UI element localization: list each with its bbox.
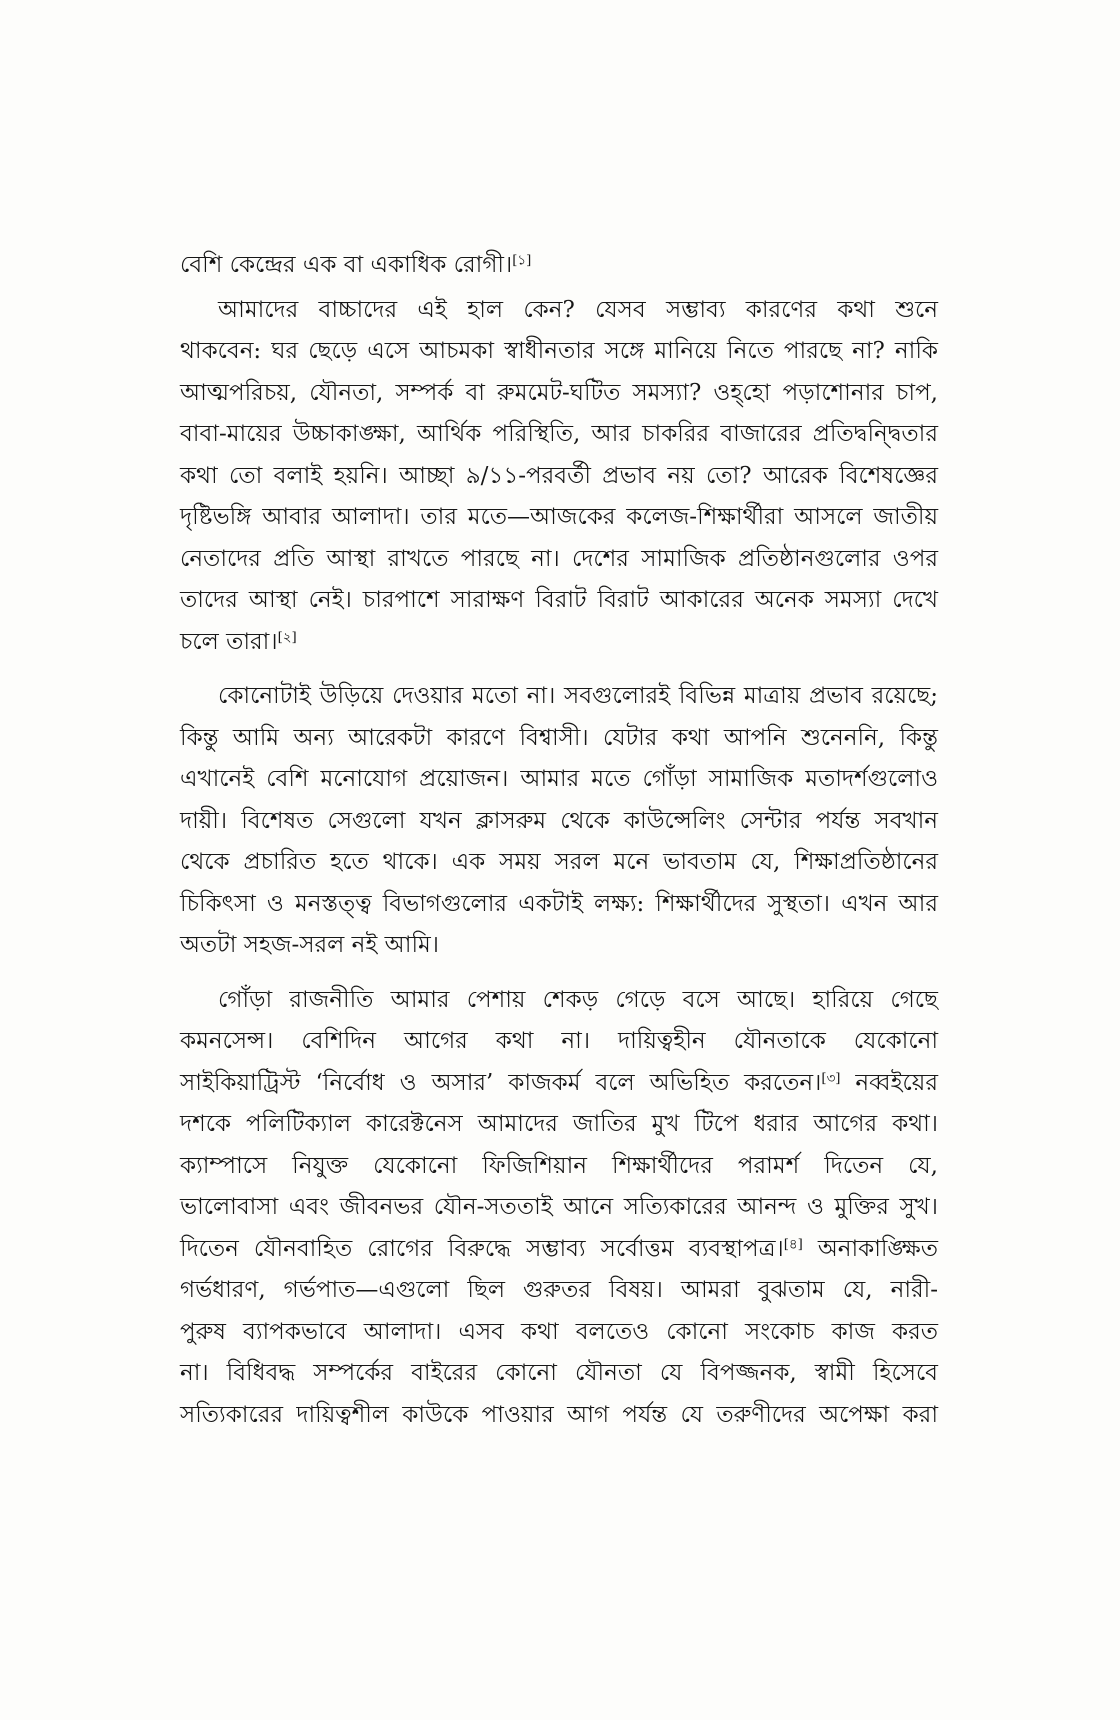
text-line: [180, 290, 938, 332]
line-text: অতটা সহজ-সরল নই আমি।: [180, 932, 440, 958]
line-text: অনাকাঙ্ক্ষিত: [802, 1235, 938, 1262]
text-line: [180, 1021, 938, 1063]
text-line: [180, 1229, 938, 1271]
text-line: [180, 1104, 938, 1146]
text-line: [180, 759, 938, 801]
footnote-marker: [১]: [512, 253, 532, 269]
text-line: [180, 1187, 938, 1229]
text-line: [180, 580, 938, 622]
text-line: [180, 539, 938, 581]
line-text: থাকবেন: ঘর ছেড়ে এসে আচমকা স্বাধীনতার সঙ্গে মানিয়ে নিতে পারছে না? নাকি: [180, 338, 938, 364]
line-text: সত্যিকারের দায়িত্বশীল কাউকে পাওয়ার আগ পর্যন্ত যে তরুণীদের অপেক্ষা করা: [180, 1401, 938, 1428]
line-text: নেতাদের প্রতি আস্থা রাখতে পারছে না। দেশের সামাজিক প্রতিষ্ঠানগুলোর ওপর: [180, 545, 939, 572]
paragraph: [180, 290, 938, 664]
line-text: পুরুষ ব্যাপকভাবে আলাদা। এসব কথা বলতেও কোনো সংকোচ কাজ করত: [180, 1318, 938, 1345]
line-text: আমাদের বাচ্চাদের এই হাল কেন? যেসব সম্ভাব্য কারণের কথা শুনে: [218, 296, 938, 323]
text-line: [180, 1270, 938, 1312]
line-text: চিকিৎসা ও মনস্তত্ত্ব বিভাগগুলোর একটাই লক্ষ্য: শিক্ষার্থীদের সুস্থতা। এখন আর: [180, 890, 938, 917]
line-text: কমনসেন্স। বেশিদিন আগের কথা না। দায়িত্বহীন যৌনতাকে যেকোনো: [180, 1028, 938, 1054]
text-line: [180, 1395, 938, 1437]
line-text: তাদের আস্থা নেই। চারপাশে সারাক্ষণ বিরাট বিরাট আকারের অনেক সমস্যা দেখে: [180, 587, 938, 613]
body-text: [180, 245, 938, 1436]
text-line: [180, 1146, 938, 1188]
text-line: [180, 925, 938, 967]
footnote-marker: [৪]: [783, 1237, 803, 1253]
line-text: দায়ী। বিশেষত সেগুলো যখন ক্লাসরুম থেকে কাউন্সেলিং সেন্টার পর্যন্ত সবখান: [180, 807, 938, 834]
line-text: কোনোটাই উড়িয়ে দেওয়ার মতো না। সবগুলোরই বিভিন্ন মাত্রায় প্রভাব রয়েছে;: [218, 683, 938, 709]
text-line: [180, 245, 938, 287]
line-text: ক্যাম্পাসে নিযুক্ত যেকোনো ফিজিশিয়ান শিক্ষার্থীদের পরামর্শ দিতেন যে,: [180, 1152, 938, 1179]
text-line: [180, 331, 938, 373]
text-line: [180, 414, 938, 456]
text-line: [180, 1063, 938, 1105]
text-line: [180, 718, 938, 760]
line-text: চলে তারা।: [180, 628, 278, 655]
text-line: [180, 497, 938, 539]
footnote-marker: [৩]: [821, 1071, 841, 1087]
text-line: [180, 456, 938, 498]
line-text: থেকে প্রচারিত হতে থাকে। এক সময় সরল মনে ভাবতাম যে, শিক্ষাপ্রতিষ্ঠানের: [180, 849, 938, 875]
line-text: গর্ভধারণ, গর্ভপাত—এগুলো ছিল গুরুতর বিষয়। আমরা বুঝতাম যে, নারী-: [180, 1277, 938, 1303]
text-line: [180, 676, 938, 718]
text-line: [180, 373, 938, 415]
line-text: দশকে পলিটিক্যাল কারেক্টনেস আমাদের জাতির মুখ টিপে ধরার আগের কথা।: [180, 1111, 938, 1137]
line-text: আত্মপরিচয়, যৌনতা, সম্পর্ক বা রুমমেট-ঘটিত সমস্যা? ওহ্‌হো পড়াশোনার চাপ,: [180, 379, 938, 406]
line-text: বাবা-মায়ের উচ্চাকাঙ্ক্ষা, আর্থিক পরিস্থিতি, আর চাকরির বাজারের প্রতিদ্বন্দ্বিতার: [180, 421, 938, 447]
paragraph: [180, 676, 938, 967]
line-text: কিন্তু আমি অন্য আরেকটা কারণে বিশ্বাসী। যেটার কথা আপনি শুনেননি, কিন্তু: [180, 724, 938, 751]
text-line: [180, 801, 938, 843]
text-line: [180, 1312, 938, 1354]
line-text: না। বিধিবদ্ধ সম্পর্কের বাইরের কোনো যৌনতা যে বিপজ্জনক, স্বামী হিসেবে: [180, 1360, 938, 1386]
paragraph: [180, 980, 938, 1437]
line-text: বেশি কেন্দ্রের এক বা একাধিক রোগী।: [180, 252, 513, 278]
paragraph: [180, 245, 938, 287]
text-line: [180, 842, 938, 884]
line-text: ভালোবাসা এবং জীবনভর যৌন-সততাই আনে সত্যিকারের আনন্দ ও মুক্তির সুখ।: [180, 1194, 938, 1220]
text-line: [180, 622, 938, 664]
line-text: এখানেই বেশি মনোযোগ প্রয়োজন। আমার মতে গোঁড়া সামাজিক মতাদর্শগুলোও: [180, 766, 938, 792]
line-text: গোঁড়া রাজনীতি আমার পেশায় শেকড় গেড়ে বসে আছে। হারিয়ে গেছে: [218, 986, 938, 1013]
text-line: [180, 884, 938, 926]
line-text: কথা তো বলাই হয়নি। আচ্ছা ৯/১১-পরবর্তী প্রভাব নয় তো? আরেক বিশেষজ্ঞের: [180, 462, 938, 489]
line-text: দৃষ্টিভঙ্গি আবার আলাদা। তার মতে—আজকের কলেজ-শিক্ষার্থীরা আসলে জাতীয়: [180, 504, 938, 530]
text-line: [180, 980, 938, 1022]
line-text: সাইকিয়াট্রিস্ট ‘নির্বোধ ও অসার’ কাজকর্ম বলে অভিহিত করতেন।: [180, 1069, 822, 1096]
footnote-marker: [২]: [277, 630, 297, 646]
text-line: [180, 1353, 938, 1395]
line-text: নব্বইয়ের: [840, 1069, 938, 1096]
line-text: দিতেন যৌনবাহিত রোগের বিরুদ্ধে সম্ভাব্য সর্বোত্তম ব্যবস্থাপত্র।: [180, 1235, 784, 1262]
